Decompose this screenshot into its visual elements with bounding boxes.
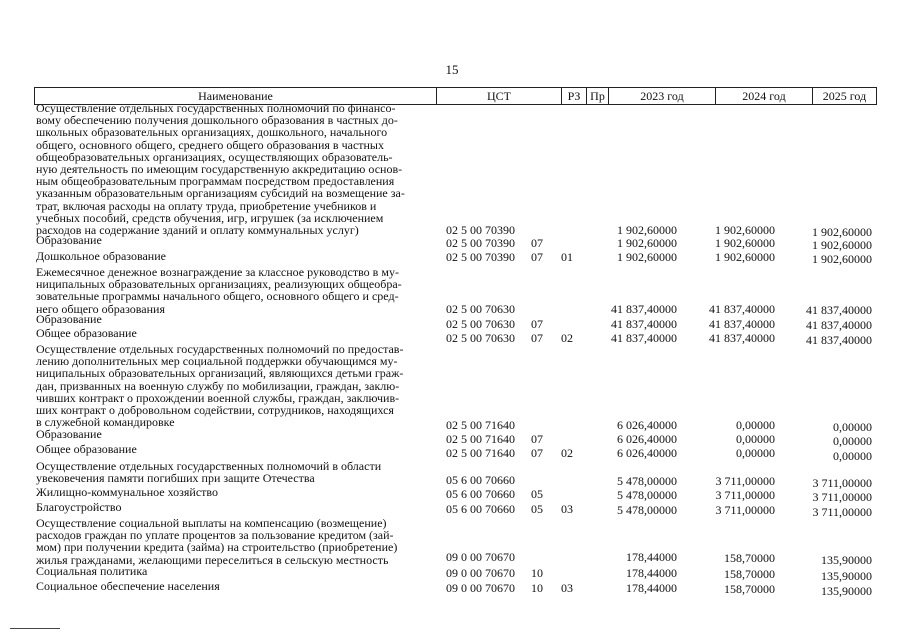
row-2023: 1 902,60000 <box>617 236 677 250</box>
row-name: Образование <box>36 312 102 326</box>
row-cst: 02 5 00 70390 <box>446 223 515 237</box>
row-2023: 1 902,60000 <box>617 250 677 264</box>
row-rz: 07 <box>531 250 543 264</box>
row-2024: 41 837,40000 <box>709 331 775 345</box>
row-name: Общее образование <box>36 326 137 340</box>
row-rz: 05 <box>531 502 543 516</box>
row-2024: 41 837,40000 <box>709 317 775 331</box>
row-2024: 158,70000 <box>724 551 775 565</box>
row-2025: 41 837,40000 <box>806 318 872 332</box>
row-2023: 41 837,40000 <box>611 317 677 331</box>
row-2025: 3 711,00000 <box>812 476 872 490</box>
row-cst: 02 5 00 71640 <box>446 418 515 432</box>
row-pr: 03 <box>561 502 573 516</box>
row-2023: 5 478,00000 <box>617 474 677 488</box>
row-pr: 02 <box>561 331 573 345</box>
row-name: Социальное обеспечение населения <box>36 579 220 593</box>
row-2023: 178,44000 <box>626 581 677 595</box>
row-cst: 05 6 00 70660 <box>446 502 515 516</box>
row-2025: 0,00000 <box>833 434 872 448</box>
row-rz: 07 <box>531 317 543 331</box>
row-cst: 02 5 00 70630 <box>446 317 515 331</box>
column-header-pr: Пр <box>586 88 608 104</box>
column-header-2025: 2025 год <box>812 88 877 104</box>
row-2023: 178,44000 <box>626 550 677 564</box>
row-name: Благоустройство <box>36 500 122 514</box>
row-2025: 41 837,40000 <box>806 303 872 317</box>
row-2024: 1 902,60000 <box>715 236 775 250</box>
row-name: Жилищно-коммунальное хозяйство <box>36 485 219 499</box>
row-pr: 02 <box>561 446 573 460</box>
column-header-rz: РЗ <box>561 88 586 104</box>
row-cst: 05 6 00 70660 <box>446 487 515 501</box>
row-name: Ежемесячное денежное вознаграждение за классное руководство в му- ниципальных образовательных организациях, реализующих общеобра- зовательные программы начального общего, основного общего и сред- него общего образования <box>36 265 402 316</box>
row-rz: 05 <box>531 487 543 501</box>
row-2025: 135,90000 <box>821 553 872 567</box>
row-cst: 02 5 00 70390 <box>446 236 515 250</box>
row-pr: 03 <box>561 581 573 595</box>
row-name: Образование <box>36 233 102 247</box>
row-2025: 1 902,60000 <box>812 252 872 266</box>
row-rz: 07 <box>531 331 543 345</box>
row-2023: 178,44000 <box>626 566 677 580</box>
column-header-2024: 2024 год <box>715 88 812 104</box>
row-2025: 0,00000 <box>833 420 872 434</box>
row-2025: 41 837,40000 <box>806 333 872 347</box>
row-2023: 5 478,00000 <box>617 503 677 517</box>
row-2024: 41 837,40000 <box>709 302 775 316</box>
row-rz: 10 <box>531 581 543 595</box>
row-name: Осуществление социальной выплаты на компенсацию (возмещение) расходов граждан по уплате процентов за пользование кредитом (зай- мом) при получении кредита (займа) на строительство (приобретение) жилья гражданами, желающими переселиться в сельскую местность <box>36 516 398 567</box>
row-2023: 5 478,00000 <box>617 488 677 502</box>
column-header-2023: 2023 год <box>608 88 715 104</box>
row-2024: 0,00000 <box>736 432 775 446</box>
row-2023: 41 837,40000 <box>611 331 677 345</box>
row-rz: 10 <box>531 566 543 580</box>
column-header-cst: ЦСТ <box>436 88 561 104</box>
row-2025: 3 711,00000 <box>812 490 872 504</box>
row-cst: 02 5 00 70390 <box>446 250 515 264</box>
row-2025: 135,90000 <box>821 584 872 598</box>
row-2025: 1 902,60000 <box>812 225 872 239</box>
row-rz: 07 <box>531 236 543 250</box>
row-name: Социальная политика <box>36 564 148 578</box>
row-2024: 3 711,00000 <box>715 474 775 488</box>
row-name: Осуществление отдельных государственных полномочий по финансо- вому обеспечению получения дошкольного образования в частных до- школьных образовательных организациях, дошкольного, начального общего, основного общего, среднего общего образования в частных общеобразовательных организациях, осуществляющих образователь- ную деятельность по имеющим государственную аккредитацию основ- ным общеобразовательным программам посредством предоставления указанным образовательным организациям субсидий на возмещение за- трат, включая расходы на оплату труда, приобретение учебников и учебных пособий, средств обучения, игр, игрушек (за исключением расходов на содержание зданий и оплату коммунальных услуг) <box>36 101 405 238</box>
row-2023: 41 837,40000 <box>611 302 677 316</box>
row-2024: 1 902,60000 <box>715 250 775 264</box>
row-cst: 09 0 00 70670 <box>446 581 515 595</box>
row-name: Дошкольное образование <box>36 249 166 263</box>
row-2023: 6 026,40000 <box>617 432 677 446</box>
row-cst: 05 6 00 70660 <box>446 473 515 487</box>
row-cst: 09 0 00 70670 <box>446 550 515 564</box>
row-2024: 1 902,60000 <box>715 223 775 237</box>
row-2024: 158,70000 <box>724 567 775 581</box>
row-2024: 3 711,00000 <box>715 488 775 502</box>
row-2024: 0,00000 <box>736 418 775 432</box>
row-cst: 02 5 00 70630 <box>446 302 515 316</box>
footnote-rule <box>10 628 60 629</box>
row-rz: 07 <box>531 432 543 446</box>
page-number: 15 <box>445 62 459 77</box>
row-name: Осуществление отдельных государственных полномочий в области увековечения памяти погибших при защите Отечества <box>36 459 382 486</box>
row-2024: 158,70000 <box>724 582 775 596</box>
row-2025: 1 902,60000 <box>812 238 872 252</box>
column-header-name: Наименование <box>34 88 436 104</box>
row-name: Общее образование <box>36 442 137 456</box>
row-2024: 3 711,00000 <box>715 503 775 517</box>
row-rz: 07 <box>531 446 543 460</box>
row-2024: 0,00000 <box>736 446 775 460</box>
row-2023: 6 026,40000 <box>617 446 677 460</box>
row-cst: 09 0 00 70670 <box>446 566 515 580</box>
row-pr: 01 <box>561 250 573 264</box>
row-2025: 0,00000 <box>833 449 872 463</box>
row-cst: 02 5 00 71640 <box>446 446 515 460</box>
row-name: Образование <box>36 427 102 441</box>
row-name: Осуществление отдельных государственных полномочий по предостав- лению дополнительных мер социальной поддержки обучающимся му- ниципальных образовательных организаций, являющихся детьми граж- дан, призванных на военную службу по мобилизации, граждан, заклю- чивших контракт о прохождении военной службы, граждан, заключив- ших контракт о добровольном содействии, сотрудников, находящихся в служебной командировке <box>36 342 404 430</box>
row-cst: 02 5 00 71640 <box>446 432 515 446</box>
row-2025: 3 711,00000 <box>812 505 872 519</box>
row-2025: 135,90000 <box>821 569 872 583</box>
row-2023: 1 902,60000 <box>617 223 677 237</box>
row-cst: 02 5 00 70630 <box>446 331 515 345</box>
row-2023: 6 026,40000 <box>617 418 677 432</box>
